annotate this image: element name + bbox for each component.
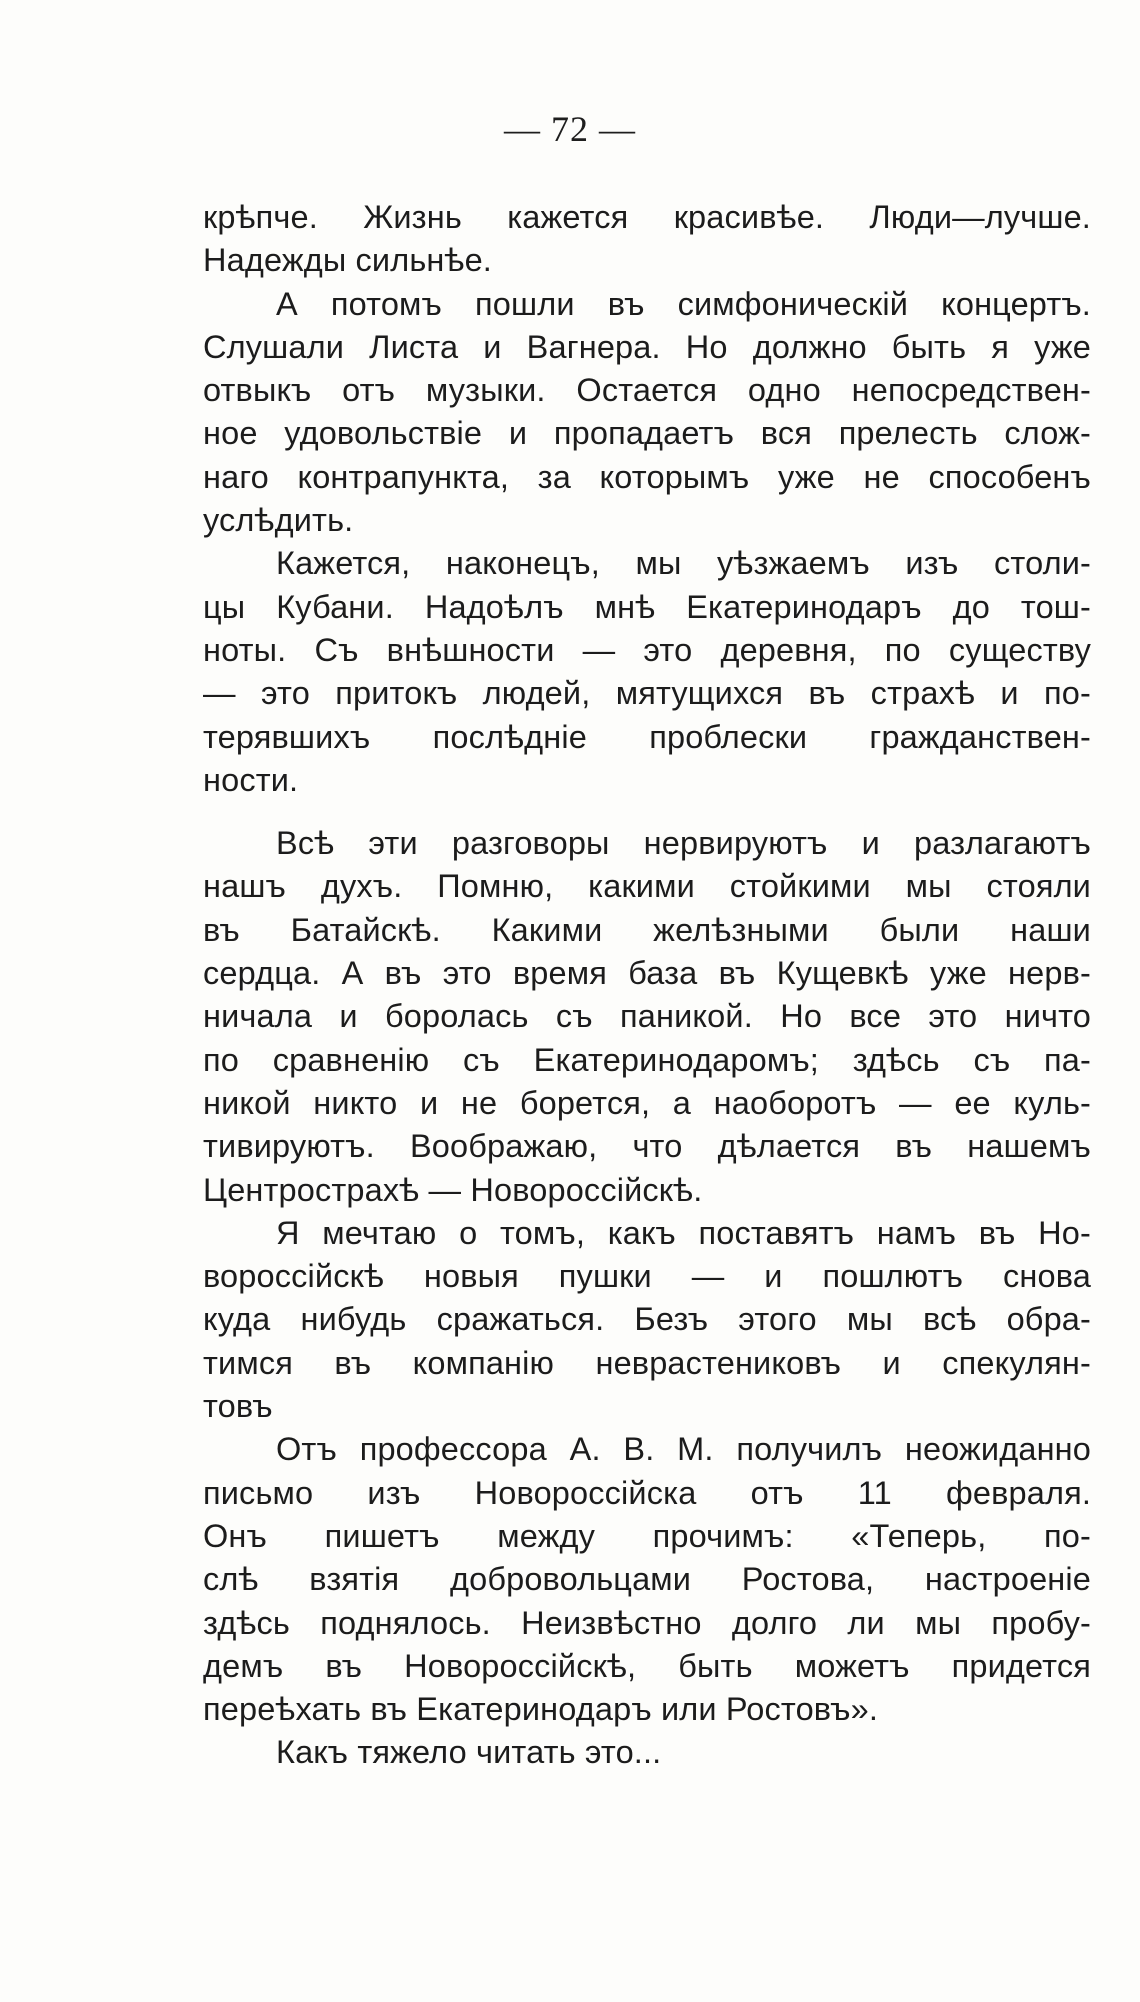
text-line: тимся въ компанію неврастениковъ и спекулян-	[203, 1344, 1091, 1381]
text-line: терявшихъ послѣдніе проблески гражданствен-	[203, 718, 1091, 755]
text-line: слѣ взятія добровольцами Ростова, настроеніе	[203, 1561, 1091, 1598]
text-line: ноты. Съ внѣшности — это деревня, по существу	[203, 631, 1091, 668]
text-line: демъ въ Новороссійскѣ, быть можетъ придется	[203, 1647, 1091, 1684]
text-line: тивируютъ. Воображаю, что дѣлается въ нашемъ	[203, 1128, 1091, 1165]
text-line: А потомъ пошли въ симфоническій концертъ.	[276, 285, 1091, 322]
text-line: Кажется, наконецъ, мы уѣзжаемъ изъ столи-	[276, 545, 1091, 582]
text-line: никой никто и не борется, а наоборотъ — ее куль-	[203, 1084, 1091, 1121]
text-line: въ Батайскѣ. Какими желѣзными были наши	[203, 911, 1091, 948]
text-line: крѣпче. Жизнь кажется красивѣе. Люди—лучше.	[203, 199, 1091, 235]
text-line: Онъ пишетъ между прочимъ: «Теперь, по-	[203, 1517, 1091, 1554]
text-line: наго контрапункта, за которымъ уже не способенъ	[203, 458, 1091, 495]
text-line: ничала и боролась съ паникой. Но все это ничто	[203, 998, 1091, 1035]
paragraph	[203, 822, 1091, 1212]
text-line: куда нибудь сражаться. Безъ этого мы всѣ обра-	[203, 1301, 1091, 1338]
text-line: Отъ профессора А. В. М. получилъ неожиданно	[276, 1431, 1091, 1468]
text-line: Центрострахѣ — Новороссійскѣ.	[203, 1171, 703, 1208]
text-line: — это притокъ людей, мятущихся въ страхѣ и по-	[203, 675, 1091, 712]
text-line: ности.	[203, 761, 299, 798]
text-line: цы Кубани. Надоѣлъ мнѣ Екатеринодаръ до тош-	[203, 588, 1091, 625]
text-line: отвыкъ отъ музыки. Остается одно непосредствен-	[203, 372, 1091, 409]
body-text	[203, 196, 1091, 1775]
text-line: сердца. А въ это время база въ Кущевкѣ уже нерв-	[203, 955, 1091, 992]
paragraph	[203, 283, 1091, 543]
paragraph	[203, 1731, 1091, 1774]
text-line: ное удовольствіе и пропадаетъ вся прелесть слож-	[203, 415, 1091, 452]
paragraph	[203, 1428, 1091, 1731]
text-line: вороссійскѣ новыя пушки — и пошлютъ снова	[203, 1258, 1091, 1295]
text-line: Я мечтаю о томъ, какъ поставятъ намъ въ Но-	[276, 1214, 1091, 1251]
text-line: по сравненію съ Екатеринодаромъ; здѣсь съ па-	[203, 1041, 1091, 1078]
text-line: письмо изъ Новороссійска отъ 11 февраля.	[203, 1474, 1091, 1511]
page-number: — 72 —	[504, 109, 636, 149]
text-line: услѣдить.	[203, 502, 354, 539]
text-line: Слушали Листа и Вагнера. Но должно быть я уже	[203, 328, 1091, 365]
text-line: Какъ тяжело читать это...	[276, 1734, 662, 1771]
text-line: товъ	[203, 1388, 273, 1425]
paragraph	[203, 542, 1091, 802]
text-line: нашъ духъ. Помню, какими стойкими мы стояли	[203, 868, 1091, 905]
text-line: Надежды сильнѣе.	[203, 242, 492, 279]
text-line: здѣсь поднялось. Неизвѣстно долго ли мы пробу-	[203, 1604, 1091, 1641]
text-line: Всѣ эти разговоры нервируютъ и разлагаютъ	[276, 825, 1091, 862]
paragraph	[203, 196, 1091, 283]
paragraph	[203, 1212, 1091, 1428]
text-line: переѣхать въ Екатеринодаръ или Ростовъ».	[203, 1691, 878, 1728]
